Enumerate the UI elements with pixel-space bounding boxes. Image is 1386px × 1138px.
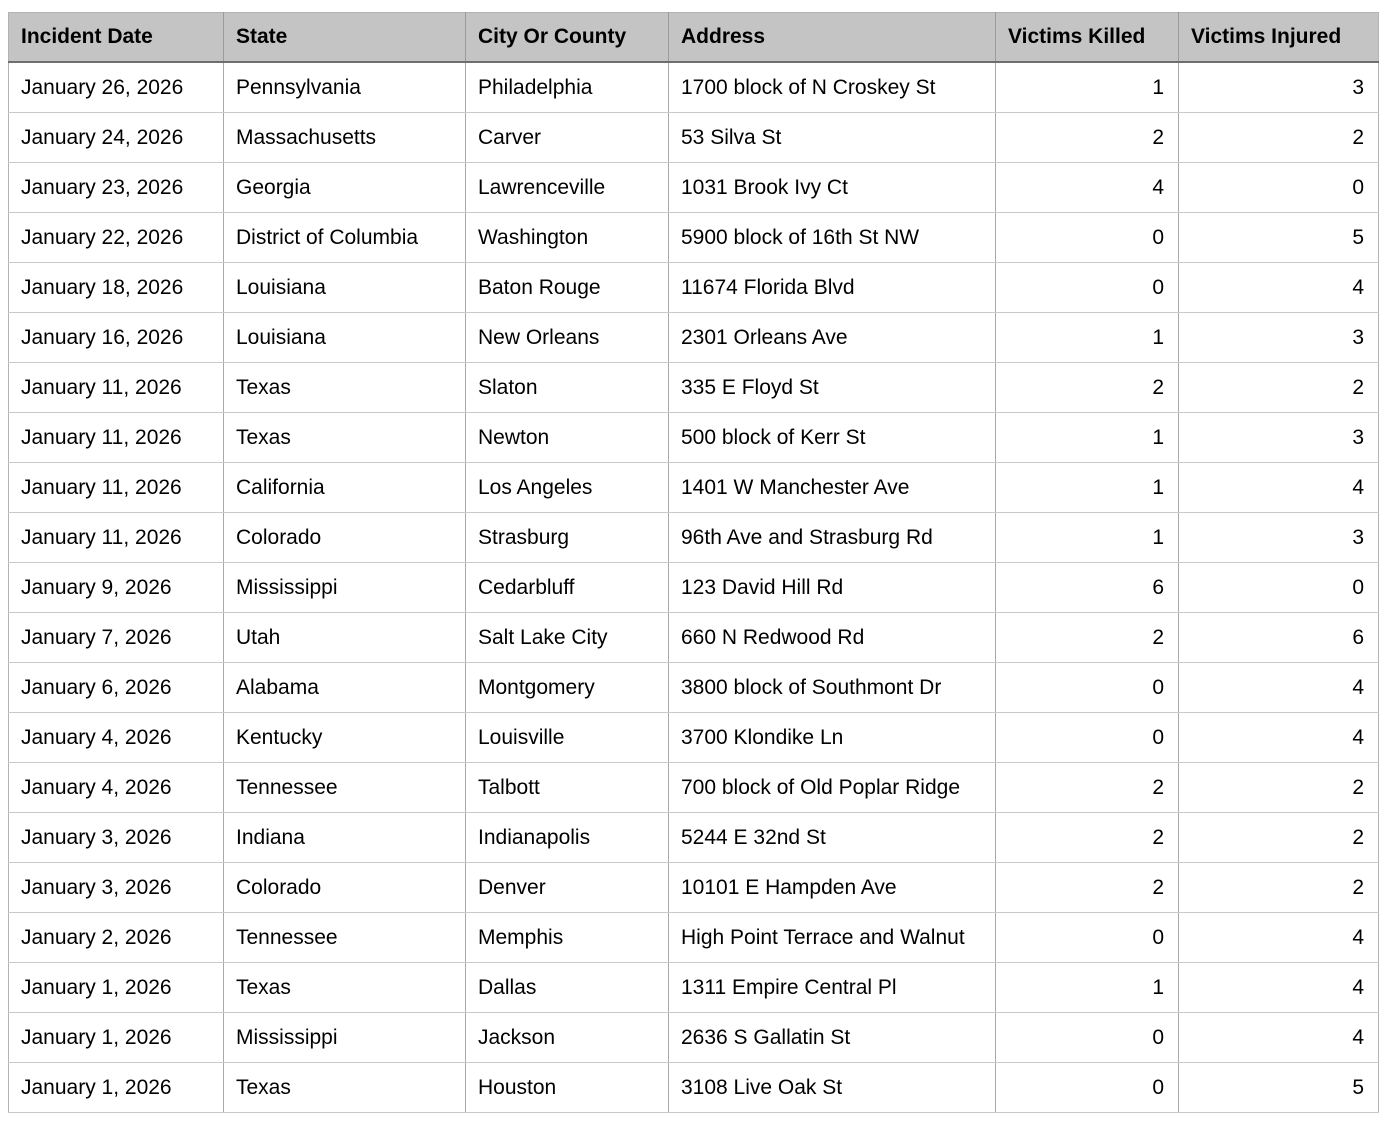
cell-victims_killed: 2 (996, 763, 1179, 813)
table-row (9, 1013, 1379, 1063)
cell-state: Indiana (224, 813, 466, 863)
cell-victims_injured: 2 (1179, 763, 1379, 813)
cell-address: 1031 Brook Ivy Ct (669, 163, 996, 213)
cell-incident_date: January 22, 2026 (9, 213, 224, 263)
cell-state: Kentucky (224, 713, 466, 763)
incidents-table (8, 12, 1379, 1113)
cell-city_or_county: New Orleans (466, 313, 669, 363)
cell-city_or_county: Slaton (466, 363, 669, 413)
cell-city_or_county: Lawrenceville (466, 163, 669, 213)
cell-city_or_county: Montgomery (466, 663, 669, 713)
cell-address: 5900 block of 16th St NW (669, 213, 996, 263)
cell-city_or_county: Memphis (466, 913, 669, 963)
cell-incident_date: January 6, 2026 (9, 663, 224, 713)
cell-city_or_county: Washington (466, 213, 669, 263)
cell-victims_injured: 0 (1179, 563, 1379, 613)
cell-city_or_county: Jackson (466, 1013, 669, 1063)
table-row (9, 713, 1379, 763)
cell-victims_killed: 0 (996, 1063, 1179, 1113)
cell-city_or_county: Louisville (466, 713, 669, 763)
cell-victims_killed: 0 (996, 913, 1179, 963)
cell-victims_injured: 4 (1179, 663, 1379, 713)
cell-incident_date: January 16, 2026 (9, 313, 224, 363)
cell-state: Colorado (224, 513, 466, 563)
cell-city_or_county: Cedarbluff (466, 563, 669, 613)
cell-state: Texas (224, 963, 466, 1013)
cell-address: 1311 Empire Central Pl (669, 963, 996, 1013)
cell-state: Colorado (224, 863, 466, 913)
cell-address: 10101 E Hampden Ave (669, 863, 996, 913)
cell-incident_date: January 24, 2026 (9, 113, 224, 163)
cell-address: 3700 Klondike Ln (669, 713, 996, 763)
cell-victims_killed: 0 (996, 213, 1179, 263)
cell-incident_date: January 1, 2026 (9, 963, 224, 1013)
cell-state: Massachusetts (224, 113, 466, 163)
cell-incident_date: January 4, 2026 (9, 713, 224, 763)
cell-state: Texas (224, 413, 466, 463)
cell-state: District of Columbia (224, 213, 466, 263)
table-row (9, 463, 1379, 513)
cell-victims_injured: 2 (1179, 813, 1379, 863)
cell-victims_killed: 2 (996, 613, 1179, 663)
cell-victims_injured: 2 (1179, 863, 1379, 913)
table-row (9, 913, 1379, 963)
cell-victims_injured: 2 (1179, 113, 1379, 163)
cell-address: 2636 S Gallatin St (669, 1013, 996, 1063)
header-row (9, 13, 1379, 63)
cell-city_or_county: Salt Lake City (466, 613, 669, 663)
cell-state: Georgia (224, 163, 466, 213)
table-row (9, 113, 1379, 163)
cell-city_or_county: Baton Rouge (466, 263, 669, 313)
cell-victims_killed: 1 (996, 963, 1179, 1013)
table-header (9, 13, 1379, 63)
cell-state: Louisiana (224, 263, 466, 313)
cell-victims_killed: 0 (996, 1013, 1179, 1063)
cell-victims_injured: 3 (1179, 62, 1379, 113)
cell-incident_date: January 4, 2026 (9, 763, 224, 813)
cell-address: 123 David Hill Rd (669, 563, 996, 613)
cell-victims_injured: 4 (1179, 913, 1379, 963)
cell-city_or_county: Houston (466, 1063, 669, 1113)
cell-city_or_county: Indianapolis (466, 813, 669, 863)
cell-victims_injured: 2 (1179, 363, 1379, 413)
cell-address: 500 block of Kerr St (669, 413, 996, 463)
cell-incident_date: January 26, 2026 (9, 62, 224, 113)
cell-incident_date: January 3, 2026 (9, 863, 224, 913)
cell-incident_date: January 11, 2026 (9, 463, 224, 513)
cell-victims_killed: 2 (996, 113, 1179, 163)
cell-victims_killed: 1 (996, 413, 1179, 463)
cell-victims_injured: 4 (1179, 963, 1379, 1013)
cell-incident_date: January 11, 2026 (9, 513, 224, 563)
column-header-victims_injured: Victims Injured (1179, 13, 1379, 63)
table-row (9, 313, 1379, 363)
cell-address: 96th Ave and Strasburg Rd (669, 513, 996, 563)
cell-address: 660 N Redwood Rd (669, 613, 996, 663)
cell-city_or_county: Los Angeles (466, 463, 669, 513)
cell-address: 1401 W Manchester Ave (669, 463, 996, 513)
cell-victims_killed: 1 (996, 463, 1179, 513)
cell-state: California (224, 463, 466, 513)
table-row (9, 363, 1379, 413)
table-row (9, 1063, 1379, 1113)
cell-incident_date: January 1, 2026 (9, 1013, 224, 1063)
table-row (9, 213, 1379, 263)
cell-state: Louisiana (224, 313, 466, 363)
cell-address: 335 E Floyd St (669, 363, 996, 413)
cell-victims_injured: 6 (1179, 613, 1379, 663)
cell-address: 53 Silva St (669, 113, 996, 163)
cell-city_or_county: Strasburg (466, 513, 669, 563)
cell-state: Texas (224, 1063, 466, 1113)
cell-victims_injured: 4 (1179, 263, 1379, 313)
cell-city_or_county: Newton (466, 413, 669, 463)
cell-state: Tennessee (224, 913, 466, 963)
cell-city_or_county: Dallas (466, 963, 669, 1013)
table-row (9, 663, 1379, 713)
cell-state: Mississippi (224, 1013, 466, 1063)
cell-victims_killed: 0 (996, 663, 1179, 713)
cell-address: High Point Terrace and Walnut (669, 913, 996, 963)
cell-victims_injured: 4 (1179, 463, 1379, 513)
table-row (9, 413, 1379, 463)
cell-state: Texas (224, 363, 466, 413)
cell-city_or_county: Carver (466, 113, 669, 163)
cell-victims_killed: 0 (996, 713, 1179, 763)
cell-victims_injured: 5 (1179, 213, 1379, 263)
cell-victims_killed: 6 (996, 563, 1179, 613)
column-header-incident_date: Incident Date (9, 13, 224, 63)
table-row (9, 263, 1379, 313)
cell-incident_date: January 3, 2026 (9, 813, 224, 863)
cell-address: 5244 E 32nd St (669, 813, 996, 863)
table-body (9, 62, 1379, 1113)
cell-victims_killed: 4 (996, 163, 1179, 213)
cell-state: Tennessee (224, 763, 466, 813)
cell-victims_killed: 2 (996, 363, 1179, 413)
cell-victims_injured: 4 (1179, 1013, 1379, 1063)
column-header-state: State (224, 13, 466, 63)
cell-victims_killed: 1 (996, 62, 1179, 113)
cell-incident_date: January 1, 2026 (9, 1063, 224, 1113)
table-row (9, 813, 1379, 863)
table-row (9, 513, 1379, 563)
cell-incident_date: January 2, 2026 (9, 913, 224, 963)
cell-address: 2301 Orleans Ave (669, 313, 996, 363)
cell-incident_date: January 18, 2026 (9, 263, 224, 313)
cell-victims_killed: 2 (996, 863, 1179, 913)
cell-state: Utah (224, 613, 466, 663)
cell-address: 3800 block of Southmont Dr (669, 663, 996, 713)
column-header-victims_killed: Victims Killed (996, 13, 1179, 63)
table-row (9, 613, 1379, 663)
cell-city_or_county: Denver (466, 863, 669, 913)
cell-victims_injured: 5 (1179, 1063, 1379, 1113)
cell-victims_killed: 2 (996, 813, 1179, 863)
cell-incident_date: January 7, 2026 (9, 613, 224, 663)
cell-victims_injured: 3 (1179, 313, 1379, 363)
cell-address: 1700 block of N Croskey St (669, 62, 996, 113)
cell-city_or_county: Philadelphia (466, 62, 669, 113)
column-header-address: Address (669, 13, 996, 63)
table-row (9, 863, 1379, 913)
column-header-city_or_county: City Or County (466, 13, 669, 63)
cell-address: 3108 Live Oak St (669, 1063, 996, 1113)
cell-victims_injured: 4 (1179, 713, 1379, 763)
cell-incident_date: January 9, 2026 (9, 563, 224, 613)
cell-city_or_county: Talbott (466, 763, 669, 813)
cell-state: Pennsylvania (224, 62, 466, 113)
cell-address: 11674 Florida Blvd (669, 263, 996, 313)
table-row (9, 963, 1379, 1013)
cell-address: 700 block of Old Poplar Ridge (669, 763, 996, 813)
cell-victims_killed: 1 (996, 313, 1179, 363)
cell-victims_injured: 0 (1179, 163, 1379, 213)
cell-victims_killed: 0 (996, 263, 1179, 313)
cell-state: Alabama (224, 663, 466, 713)
table-row (9, 62, 1379, 113)
cell-incident_date: January 23, 2026 (9, 163, 224, 213)
cell-victims_killed: 1 (996, 513, 1179, 563)
table-row (9, 763, 1379, 813)
cell-victims_injured: 3 (1179, 513, 1379, 563)
cell-incident_date: January 11, 2026 (9, 363, 224, 413)
cell-victims_injured: 3 (1179, 413, 1379, 463)
cell-incident_date: January 11, 2026 (9, 413, 224, 463)
table-row (9, 563, 1379, 613)
table-row (9, 163, 1379, 213)
cell-state: Mississippi (224, 563, 466, 613)
